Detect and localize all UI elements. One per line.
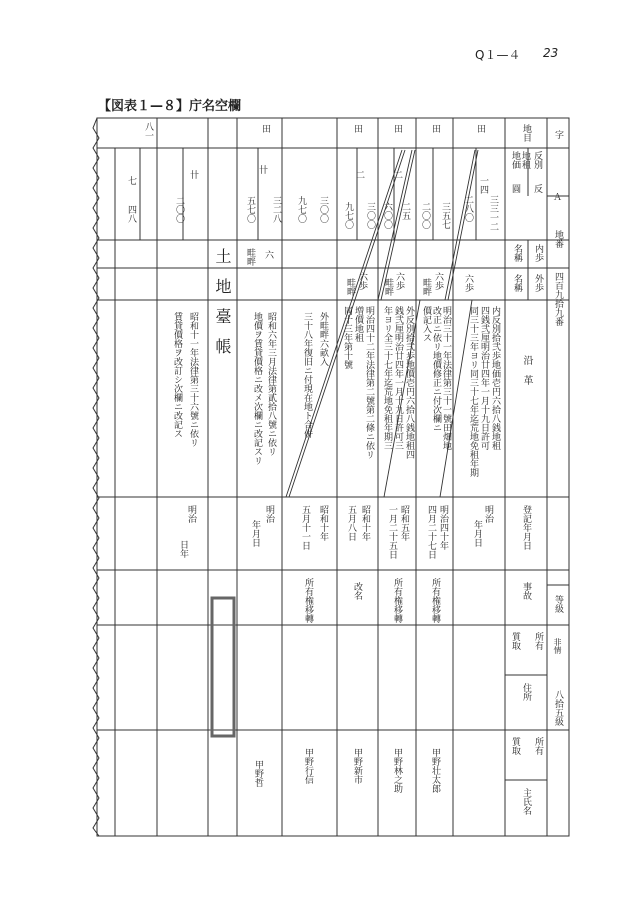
col2-uchibu: 六歩	[394, 272, 404, 290]
col3-owner: 甲野新市	[352, 748, 362, 784]
col6-chika: 卄	[188, 170, 198, 179]
col3-date-era: 昭和十年	[360, 505, 370, 541]
col0-chika2: 二八〇	[463, 195, 473, 222]
col0-date-md: 年月日	[472, 520, 482, 547]
col2-enkaku-3: 年ヨリ全三十七年迄荒地免租年期三	[382, 306, 392, 450]
uchibu-name: 名稱	[512, 244, 522, 262]
col5-chimoku: 田	[260, 124, 270, 133]
col1-date-md: 四月二十七日	[426, 505, 436, 559]
col5-uchibu-name: 畦畔	[245, 248, 255, 266]
col3-uchibu: 六歩	[357, 272, 367, 290]
owner-shoyu2-label: 所有	[533, 737, 543, 755]
yen-label: 圓	[510, 184, 520, 193]
center-title: 土地臺帳	[213, 248, 232, 368]
col5-chika: 三二八	[271, 196, 281, 223]
col5-date-md: 年月日	[250, 520, 260, 547]
col1-chika2: 二〇〇	[420, 202, 430, 229]
col4-enkaku-2: 三十八年復旧ニ付現在地ト合併	[302, 312, 312, 438]
col7-chika: 七	[126, 176, 136, 185]
grade-label: 等級	[553, 595, 563, 613]
col4-enkaku-1: 外畦畔六畝入	[318, 312, 328, 366]
enkaku-label: 沿 革	[521, 355, 532, 385]
col0-chiso: 一四	[478, 176, 488, 194]
col6-chika2: 二〇〇	[174, 196, 184, 223]
col4-date-md: 五月十一日	[300, 505, 310, 550]
chiban-label: 地番	[553, 230, 563, 248]
col2-enkaku-2: 銭弐厘明治廿四年一月十九日許可三	[393, 306, 403, 450]
chiban-value: 四百九拾九番	[553, 272, 563, 326]
col1-chika: 三五七	[440, 202, 450, 229]
col3-uchibu-name: 畦畔	[345, 278, 355, 296]
col0-enkaku-3: 同三十三年ヨリ同三十七年迄荒地免租年期	[468, 306, 478, 477]
sotobu-label: 外歩	[533, 274, 543, 292]
col3-date-md: 五月八日	[346, 505, 356, 541]
col1-jiko: 所有権移轉	[430, 578, 440, 623]
col2-jiko: 所有権移轉	[392, 578, 402, 623]
col6-enkaku-2: 賃貸價格ヲ改訂シ次欄ニ改記ス	[172, 312, 182, 438]
grade-koku: 非情	[553, 638, 562, 654]
chiso-label: 地租	[520, 151, 530, 169]
col3-enkaku-2: 増價地租	[353, 306, 363, 342]
col1-enkaku-1: 明治三十一年法律第三十一號田畑地	[441, 306, 451, 450]
jiko-label: 事故	[521, 582, 531, 600]
col0-enkaku-1: 内反別拾弐歩地価壱円六拾八銭地租	[490, 306, 500, 450]
col1-chimoku: 田	[430, 124, 440, 133]
figure-title: 【図表１—８】庁名空欄	[98, 99, 242, 114]
col1-uchibu: 六歩	[433, 272, 443, 290]
col1-owner: 甲野壮太郎	[430, 748, 440, 793]
col6-enkaku-1: 昭和十一年法律第三十六號ニ依リ	[188, 312, 198, 447]
col3-enkaku-3: 同十三年第十號	[342, 306, 352, 369]
col5-enkaku-1: 昭和六年三月法律第貳拾八號ニ依リ	[266, 312, 276, 456]
col5-date-era: 明治	[264, 505, 274, 523]
col5-chiso: 卄	[257, 165, 267, 174]
col3-chika2: 九七〇	[343, 202, 353, 229]
col5-chika2: 五七〇	[245, 196, 255, 223]
col0-enkaku-2: 四銭弐厘明治廿四年一月十九日許可	[479, 306, 489, 450]
col2-chiso: 二	[392, 170, 402, 179]
tanbetsu-label: 反別	[532, 151, 542, 169]
col7-chika2: 四八	[126, 205, 136, 223]
col2-date-md: 一月二十五日	[387, 505, 397, 559]
col5-enkaku-2: 地價ヲ賃貸價格ニ改メ次欄ニ改記スリ	[252, 312, 262, 465]
owner-shoyu-label: 所有	[533, 632, 543, 650]
chika-label: 地価	[510, 151, 520, 169]
col0-chimoku: 田	[475, 124, 485, 133]
page-number: 23	[543, 46, 559, 60]
col2-chika: 二五	[400, 202, 410, 220]
owner-address-label: 住所	[521, 683, 531, 701]
grade-value: 八拾五級	[553, 690, 563, 726]
col4-chika2: 九七〇	[296, 196, 306, 223]
col3-chiso: 二	[354, 170, 364, 179]
aza-label: 字	[553, 130, 563, 139]
col0-sotobu: 六歩	[463, 274, 473, 292]
sotobu-name: 名稱	[512, 274, 522, 292]
owner-torihiki-label: 質取	[510, 632, 520, 650]
col3-chimoku: 田	[352, 124, 362, 133]
touki-date-label: 登記年月日	[521, 505, 531, 550]
col1-enkaku-3: 價記入ス	[421, 306, 431, 342]
uchibu-label: 内歩	[533, 244, 543, 262]
col0-date-era: 明治	[483, 505, 493, 523]
chimoku-label: 地目	[521, 124, 531, 142]
col6-date-era: 明治	[186, 505, 196, 523]
col2-date-era: 昭和五年	[399, 505, 409, 541]
col3-chika: 三〇〇	[365, 202, 375, 229]
col7-chimoku: 八一	[143, 122, 153, 140]
owner-torihiki2-label: 質取	[510, 737, 520, 755]
col2-uchibu-name: 畦畔	[383, 278, 393, 296]
col1-enkaku-2: 改正ニ依リ地價修正ニ付次欄ニ	[431, 306, 441, 432]
col4-owner: 甲野行信	[303, 748, 313, 784]
col2-enkaku-1: 外反別拾弐歩地價壱円六拾八銭地租四	[404, 306, 414, 459]
col5-owner: 甲野哲	[253, 760, 263, 787]
col3-jiko: 改名	[352, 582, 362, 600]
col4-date-era: 昭和十年	[318, 505, 328, 541]
col2-chika2: 六〇〇	[382, 202, 392, 229]
col4-jiko: 所有権移轉	[303, 578, 313, 623]
owner-name-label: 主氏名	[521, 788, 531, 815]
col2-owner: 甲野林之助	[392, 748, 402, 793]
tan-label: 反	[532, 184, 542, 193]
aza-value: Ａ	[553, 193, 563, 203]
col6-date-md: 日年	[178, 540, 188, 558]
col0-chika: 三三一二	[488, 195, 498, 231]
col3-enkaku-1: 明治四十二年法律第二號第二條ニ依リ	[364, 306, 374, 459]
col1-date-era: 明治四十年	[438, 505, 448, 550]
page-code: Q１—４	[475, 48, 521, 62]
col5-uchibu: 六	[263, 250, 273, 259]
col2-chimoku: 田	[392, 124, 402, 133]
col1-uchibu-name: 畦畔	[421, 278, 431, 296]
col4-chika: 三〇〇	[318, 196, 328, 223]
